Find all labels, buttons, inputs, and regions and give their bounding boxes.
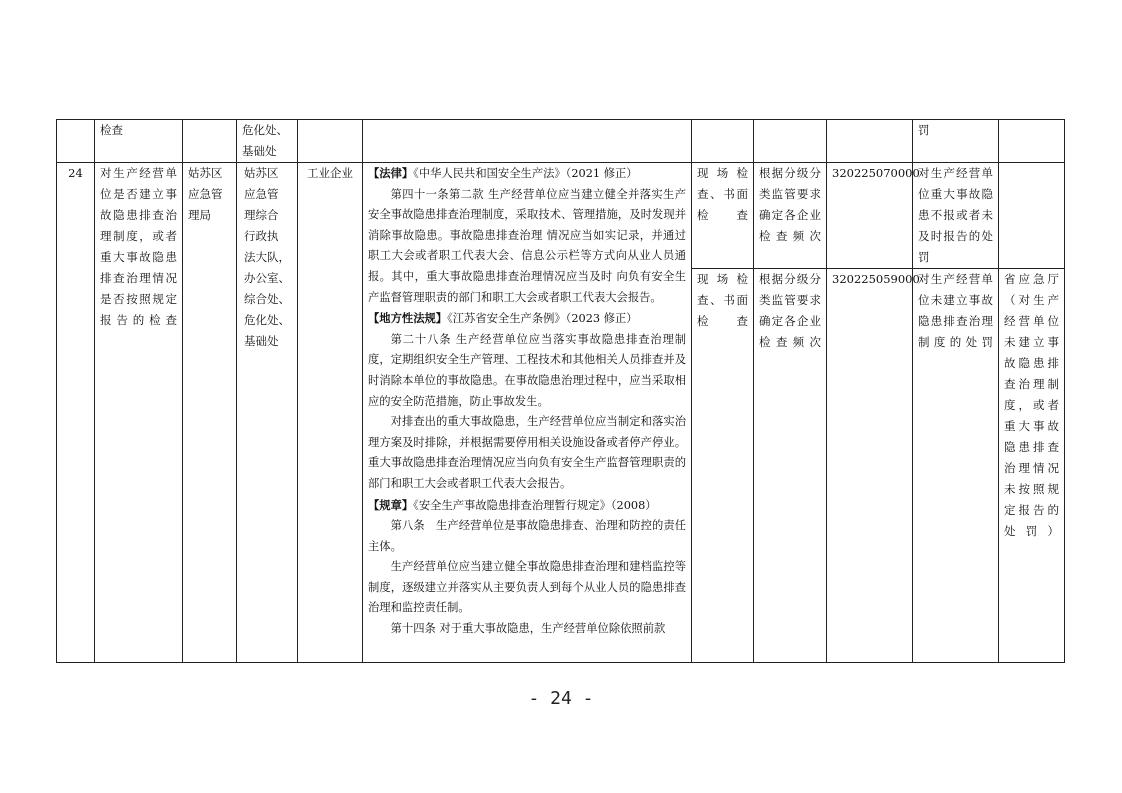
- cell-method-empty: [692, 120, 754, 163]
- continued-row: [57, 120, 1065, 163]
- cell-code-empty: [827, 120, 913, 163]
- local-reg-tag: 【地方性法规】: [368, 311, 448, 326]
- penalty-text: 对生产经营单位重大事故隐患不报或者未及时报告的处罚: [918, 166, 993, 264]
- local-reg-title: 《江苏省安全生产条例》（2023 修正）: [447, 312, 638, 326]
- cell-code: 320225070000: [827, 163, 913, 269]
- cell-department: [237, 163, 298, 663]
- rule-paragraph: 第八条 生产经营单位是事故隐患排查、治理和防控的责任主体。: [368, 519, 686, 553]
- cell-authority-empty: [183, 120, 237, 163]
- law-title: 《中华人民共和国安全生产法》（2021 修正）: [413, 167, 638, 180]
- rule-paragraph: 第十四条 对于重大事故隐患，生产经营单位除依照前款: [390, 622, 666, 636]
- check-item-text: 对生产经营单位是否建立事故隐患排查治理制度，或者重大事故隐患排查治理情况是否按照规定报告的检查: [100, 166, 177, 327]
- local-reg-paragraph: 第二十八条 生产经营单位应当落实事故隐患排查治理制度，定期组织安全生产管理、工程技术和其他相关人员排查并及时消除本单位的事故隐患。在事故隐患治理过程中，应当采取相应的安全防范措施，防止事故发生。: [368, 332, 686, 408]
- cell-penalty: [913, 269, 999, 663]
- dept-line: 综合处、: [244, 292, 290, 306]
- dept-line: 理综合: [244, 208, 279, 222]
- dept-line: 基础处: [242, 144, 277, 158]
- dept-line: 危化处、: [242, 123, 288, 137]
- method-text: 现场检查、书面检查: [697, 272, 748, 328]
- rule-tag: 【规章】: [368, 497, 414, 512]
- cell-dept-continued: [237, 120, 298, 163]
- cell-item-continued: 检查: [95, 120, 183, 163]
- cell-row-number: 24: [57, 163, 95, 663]
- dept-line: 姑苏区: [244, 166, 279, 180]
- local-reg-paragraph: 对排查出的重大事故隐患，生产经营单位应当制定和落实治理方案及时排除，并根据需要停用相关设施设备或者停产停业。重大事故隐患排查治理情况应当向负有安全生产监督管理职责的部门和职工大会或者职工代表大会报告。: [368, 415, 686, 490]
- cell-method: [692, 269, 754, 663]
- cell-authority: 姑苏区应急管理局: [183, 163, 237, 663]
- cell-no-empty: [57, 120, 95, 163]
- dept-line: 办公室、: [244, 271, 290, 285]
- method-text: 现场检查、书面检查: [697, 166, 748, 222]
- dept-line: 应急管: [244, 187, 279, 201]
- rule-title: 《安全生产事故隐患排查治理暂行规定》（2008）: [413, 498, 657, 512]
- rule-paragraph: 生产经营单位应当建立健全事故隐患排查治理和建档监控等制度，逐级建立并落实从主要负责人到每个从业人员的隐患排查治理和监控责任制。: [368, 560, 686, 615]
- law-paragraph: 第四十一条第二款 生产经营单位应当建立健全并落实生产安全事故隐患排查治理制度，采取技术、管理措施，及时发现并消除事故隐患。事故隐患排查治理 情况应当如实记录，并通过职工大会或者职工代表大会、信息公示栏等方式向从业人员通报。其中，重大事故隐患排查治理情况应当及时 向负有安全生产监督管理职责的部门和职工大会或者职工代表大会报告。: [368, 187, 686, 304]
- enforcement-table: [56, 119, 1065, 663]
- cell-legal-empty: [363, 120, 692, 163]
- cell-code: 320225059000: [827, 269, 913, 663]
- remark-text: 省应急厅（对生产经营单位未建立事故隐患排查治理制度，或者重大事故隐患排查治理情况未按照规定报告的处罚）: [1004, 272, 1059, 538]
- cell-frequency: [754, 269, 827, 663]
- dept-line: 危化处、: [244, 313, 290, 327]
- frequency-text: 根据分级分类监管要求确定各企业检查频次: [759, 272, 821, 349]
- cell-frequency: [754, 163, 827, 269]
- law-tag: 【法律】: [368, 166, 414, 180]
- cell-frequency-empty: [754, 120, 827, 163]
- cell-object-empty: [298, 120, 363, 163]
- cell-method: [692, 163, 754, 269]
- cell-penalty: [913, 163, 999, 269]
- cell-remark: [999, 269, 1065, 663]
- dept-line: 行政执: [244, 229, 279, 243]
- table-row: [57, 163, 1065, 269]
- cell-object: 工业企业: [298, 163, 363, 663]
- cell-check-item: [95, 163, 183, 663]
- page-number: - 24 -: [528, 688, 594, 709]
- penalty-text: 对生产经营单位未建立事故隐患排查治理制度的处罚: [918, 272, 993, 349]
- cell-legal-basis: [363, 163, 692, 663]
- dept-line: 基础处: [244, 334, 279, 348]
- cell-remark-empty: [999, 163, 1065, 269]
- dept-line: 法大队，: [244, 250, 290, 264]
- frequency-text: 根据分级分类监管要求确定各企业检查频次: [759, 166, 821, 243]
- cell-penalty-continued: 罚: [913, 120, 999, 163]
- cell-remark-empty: [999, 120, 1065, 163]
